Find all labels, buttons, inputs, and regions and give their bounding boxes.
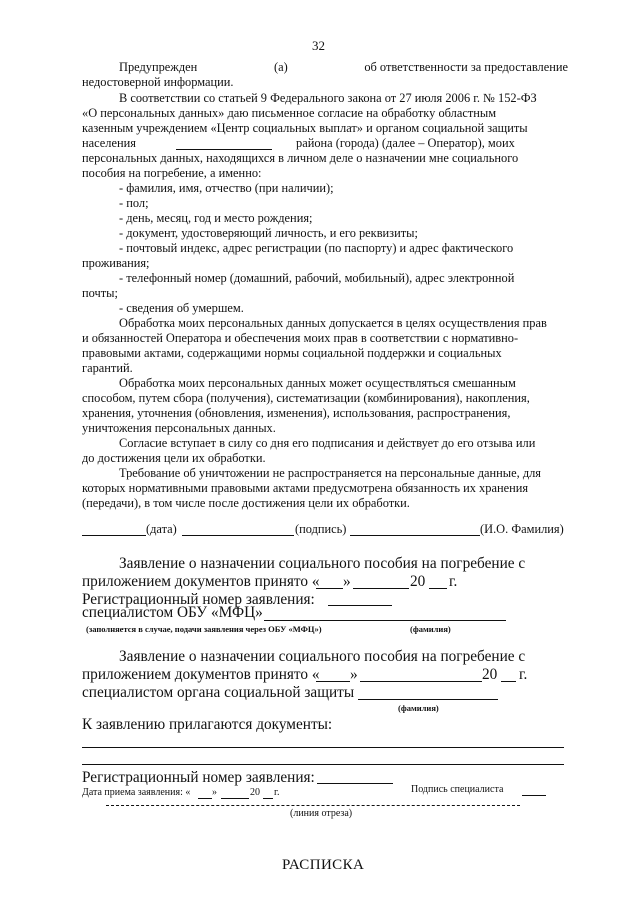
- consent-line-3: казенным учреждением «Центр социальных выплат» и органом социальной защиты: [82, 121, 528, 135]
- list-item: - фамилия, имя, отчество (при наличии);: [119, 181, 334, 195]
- purpose-line-4: гарантий.: [82, 361, 133, 375]
- receipt-reg-number-blank[interactable]: [317, 783, 393, 784]
- list-item-phone: - телефонный номер (домашний, рабочий, мобильный), адрес электронной: [119, 271, 515, 285]
- list-item: - пол;: [119, 196, 149, 210]
- social-surname-caption: (фамилия): [398, 703, 439, 713]
- purpose-line-2: и обязанностей Оператора и обеспечения моих прав в соответствии с нормативно-: [82, 331, 519, 345]
- signature-label: (подпись): [295, 522, 347, 536]
- name-label: (И.О. Фамилия): [480, 522, 564, 536]
- consent-line-2: «О персональных данных» даю письменное согласие на обработку областным: [82, 106, 497, 120]
- mfc-accepted-label: приложением документов принято «: [82, 573, 320, 590]
- warning-line-1: Предупрежден (а) об ответственности за предоставление: [119, 60, 568, 74]
- attachments-line-2[interactable]: [82, 764, 564, 765]
- mfc-specialist-blank[interactable]: [264, 620, 506, 621]
- validity-line-1: Согласие вступает в силу со дня его подписания и действует до его отзыва или: [119, 436, 536, 450]
- consent-line-4: населения: [82, 136, 136, 150]
- list-item: - документ, удостоверяющий личность, и его реквизиты;: [119, 226, 418, 240]
- mfc-year-blank[interactable]: [429, 588, 447, 589]
- social-year-blank[interactable]: [501, 681, 516, 682]
- attachments-line-1[interactable]: [82, 747, 564, 748]
- page-number: 32: [312, 38, 325, 53]
- consent-line-6: пособия на погребение, а именно:: [82, 166, 262, 180]
- receipt-day-blank[interactable]: [198, 798, 212, 799]
- list-item-postal: - почтовый индекс, адрес регистрации (по паспорту) и адрес фактического: [119, 241, 514, 255]
- social-year-suffix: г.: [519, 666, 528, 683]
- signature-blank[interactable]: [182, 535, 294, 536]
- destruction-line-3: (передачи), в том числе после достижения цели их обработки.: [82, 496, 410, 510]
- consent-line-4b: района (города) (далее – Оператор), моих: [296, 136, 515, 150]
- purpose-line-3: правовыми актами, содержащими нормы социальной поддержки и социальных: [82, 346, 502, 360]
- purpose-line-1: Обработка моих персональных данных допускается в целях осуществления прав: [119, 316, 547, 330]
- mfc-year-suffix: г.: [449, 573, 458, 590]
- consent-line-5: персональных данных, находящихся в личном деле о назначении мне социального: [82, 151, 519, 165]
- mfc-specialist-label: специалистом ОБУ «МФЦ»: [82, 604, 263, 621]
- warning-line-2: недостоверной информации.: [82, 75, 234, 89]
- receipt-quote-close: »: [212, 787, 217, 798]
- mfc-year-prefix: 20: [410, 573, 426, 590]
- district-blank[interactable]: [176, 149, 272, 150]
- date-label: (дата): [146, 522, 177, 536]
- mfc-quote-close: »: [343, 573, 351, 590]
- social-year-prefix: 20: [482, 666, 498, 683]
- date-blank[interactable]: [82, 535, 146, 536]
- social-specialist-blank[interactable]: [358, 699, 498, 700]
- mfc-note: (заполняется в случае, подачи заявления через ОБУ «МФЦ»): [86, 624, 322, 634]
- consent-line-1: В соответствии со статьей 9 Федерального закона от 27 июля 2006 г. № 152-ФЗ: [119, 91, 537, 105]
- method-line-3: хранения, уточнения (обновления, изменения), использования, распространения,: [82, 406, 511, 420]
- receipt-month-blank[interactable]: [221, 798, 249, 799]
- list-item-phone-cont: почты;: [82, 286, 118, 300]
- specialist-signature-blank[interactable]: [522, 795, 546, 796]
- destruction-line-2: которых нормативными правовыми актами предусмотрена обязанность их хранения: [82, 481, 529, 495]
- social-accepted-label: приложением документов принято «: [82, 666, 320, 683]
- receipt-date-label: Дата приема заявления: «: [82, 787, 191, 798]
- specialist-signature-label: Подпись специалиста: [411, 784, 504, 795]
- mfc-day-blank[interactable]: [316, 588, 343, 589]
- list-item-deceased: - сведения об умершем.: [119, 301, 244, 315]
- attachments-heading: К заявлению прилагаются документы:: [82, 716, 333, 733]
- mfc-surname-caption: (фамилия): [410, 624, 451, 634]
- social-quote-close: »: [350, 666, 358, 683]
- receipt-year-suffix: г.: [274, 787, 280, 798]
- mfc-reg-number-label: Регистрационный номер заявления:: [82, 591, 315, 608]
- mfc-statement-line-1: Заявление о назначении социального пособия на погребение с: [119, 555, 526, 572]
- social-month-blank[interactable]: [360, 681, 482, 682]
- validity-line-2: до достижения цели их обработки.: [82, 451, 266, 465]
- list-item: - день, месяц, год и место рождения;: [119, 211, 313, 225]
- receipt-title: РАСПИСКА: [282, 857, 365, 873]
- list-item-postal-cont: проживания;: [82, 256, 150, 270]
- receipt-reg-number-label: Регистрационный номер заявления:: [82, 769, 315, 786]
- method-line-1: Обработка моих персональных данных может осуществляться смешанным: [119, 376, 516, 390]
- social-specialist-label: специалистом органа социальной защиты: [82, 684, 355, 701]
- cut-line-label: (линия отреза): [290, 808, 353, 819]
- method-line-4: уничтожения персональных данных.: [82, 421, 276, 435]
- social-day-blank[interactable]: [316, 681, 350, 682]
- destruction-line-1: Требование об уничтожении не распространяется на персональные данные, для: [119, 466, 542, 480]
- method-line-2: способом, путем сбора (получения), систематизации (комбинирования), накопления,: [82, 391, 530, 405]
- mfc-reg-number-blank[interactable]: [328, 605, 392, 606]
- receipt-year-prefix: 20: [250, 787, 260, 798]
- cut-line: [106, 805, 520, 806]
- social-statement-line-1: Заявление о назначении социального пособия на погребение с: [119, 648, 526, 665]
- receipt-year-blank[interactable]: [263, 798, 273, 799]
- name-blank[interactable]: [350, 535, 480, 536]
- mfc-month-blank[interactable]: [353, 588, 409, 589]
